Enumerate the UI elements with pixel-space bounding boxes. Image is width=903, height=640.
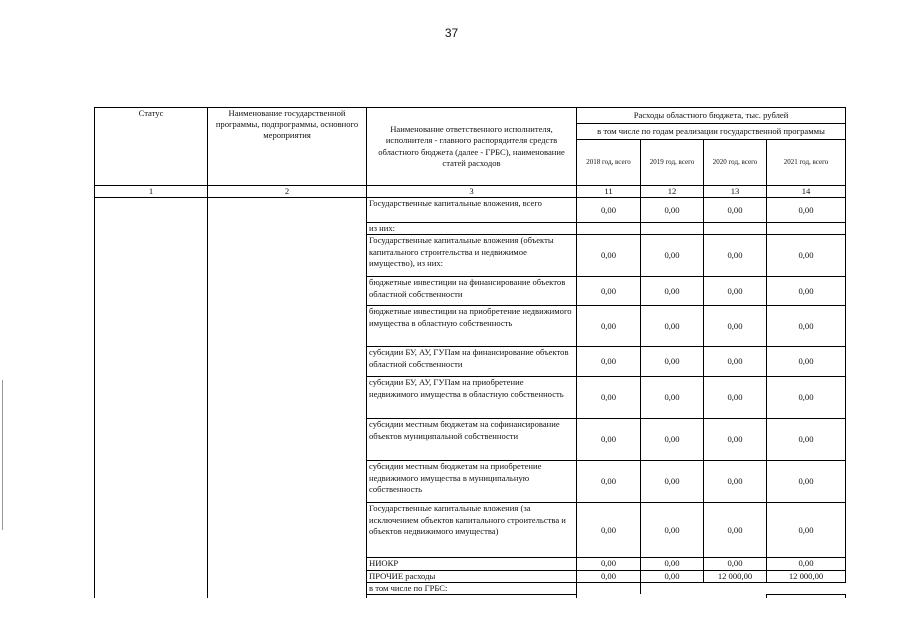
value-2019: [641, 223, 704, 235]
empty-cell: [577, 594, 641, 598]
value-2020: 0,00: [704, 558, 767, 570]
column-number: 13: [704, 186, 767, 198]
value-2019: 0,00: [641, 503, 704, 558]
value-2018: 0,00: [577, 347, 641, 377]
value-2018: 0,00: [577, 419, 641, 461]
row-name: субсидии БУ, АУ, ГУПам на приобретение недвижимого имущества в областную собственность: [367, 377, 577, 419]
table-row: [95, 198, 846, 223]
value-2020: [704, 223, 767, 235]
value-2020: 0,00: [704, 347, 767, 377]
value-2020: 0,00: [704, 503, 767, 558]
value-2021: 12 000,00: [767, 570, 846, 582]
value-2020: 12 000,00: [704, 570, 767, 582]
page-number: 37: [444, 26, 459, 40]
value-2018: 0,00: [577, 503, 641, 558]
header-executor: Наименование ответственного исполнителя, исполнителя - главного распорядителя средств областного бюджета (далее - ГРБС), наименование статей расходов: [367, 108, 577, 186]
value-2019: 0,00: [641, 419, 704, 461]
column-number: 2: [208, 186, 367, 198]
value-2019: 0,00: [641, 570, 704, 582]
column-number: 14: [767, 186, 846, 198]
value-2020: 0,00: [704, 419, 767, 461]
value-2018: 0,00: [577, 235, 641, 277]
header-status: Статус: [95, 108, 208, 186]
value-2020: 0,00: [704, 377, 767, 419]
value-2019: 0,00: [641, 558, 704, 570]
empty-cell: [641, 582, 704, 594]
value-2019: 0,00: [641, 198, 704, 223]
program-cell: [208, 198, 367, 599]
value-2018: 0,00: [577, 570, 641, 582]
value-2018: 0,00: [577, 198, 641, 223]
empty-cell: [704, 582, 767, 594]
value-2021: 0,00: [767, 419, 846, 461]
empty-cell: [767, 582, 846, 594]
row-name: ПРОЧИЕ расходы: [367, 570, 577, 582]
value-2018: [577, 582, 641, 594]
value-2020: 0,00: [704, 277, 767, 306]
header-year-2021: 2021 год, всего: [767, 140, 846, 186]
column-number: 11: [577, 186, 641, 198]
header-year-2020: 2020 год, всего: [704, 140, 767, 186]
header-year-2019: 2019 год, всего: [641, 140, 704, 186]
header-program: Наименование государственной программы, подпрограммы, основного мероприятия: [208, 108, 367, 186]
row-name: из них:: [367, 223, 577, 235]
value-2021: 0,00: [767, 306, 846, 347]
value-2018: 0,00: [577, 461, 641, 503]
column-number: 3: [367, 186, 577, 198]
value-2021: 0,00: [767, 198, 846, 223]
value-2021: 0,00: [767, 377, 846, 419]
row-name: Государственные капитальные вложения, всего: [367, 198, 577, 223]
value-2018: 0,00: [577, 558, 641, 570]
value-2019: 0,00: [641, 377, 704, 419]
row-name: Государственные капитальные вложения (за исключением объектов капитального строительства и объектов недвижимого имущества): [367, 503, 577, 558]
column-numbers-row: [95, 186, 846, 198]
value-2021: 0,00: [767, 277, 846, 306]
value-2020: 0,00: [704, 235, 767, 277]
value-2021: 0,00: [767, 461, 846, 503]
executor-cell: [367, 594, 577, 598]
scan-margin-line: [2, 380, 3, 530]
value-2021: 0,00: [767, 558, 846, 570]
value-2019: 0,00: [641, 306, 704, 347]
value-2021: 0,00: [767, 347, 846, 377]
value-2021: 0,00: [767, 503, 846, 558]
row-name: НИОКР: [367, 558, 577, 570]
value-2020: 0,00: [704, 198, 767, 223]
row-name: бюджетные инвестиции на финансирование объектов областной собственности: [367, 277, 577, 306]
value-2018: 0,00: [577, 377, 641, 419]
header-by-years: в том числе по годам реализации государственной программы: [577, 124, 846, 140]
value-2018: 0,00: [577, 306, 641, 347]
column-number: 12: [641, 186, 704, 198]
empty-cell: [641, 594, 704, 598]
value-2018: [577, 223, 641, 235]
value-2019: 0,00: [641, 461, 704, 503]
empty-cell: [704, 594, 767, 598]
value-2018: 0,00: [577, 277, 641, 306]
value-2019: 0,00: [641, 347, 704, 377]
budget-table: [94, 107, 846, 598]
header-year-2018: 2018 год, всего: [577, 140, 641, 186]
value-2019: 0,00: [641, 277, 704, 306]
row-name: субсидии местным бюджетам на софинансирование объектов муниципальной собственности: [367, 419, 577, 461]
value-2019: 0,00: [641, 235, 704, 277]
row-name: бюджетные инвестиции на приобретение недвижимого имущества в областную собственность: [367, 306, 577, 347]
empty-cell: [767, 594, 846, 598]
row-name: субсидии местным бюджетам на приобретение недвижимого имущества в муниципальную собственность: [367, 461, 577, 503]
row-name: Государственные капитальные вложения (объекты капитального строительства и недвижимое имущество), из них:: [367, 235, 577, 277]
value-2021: 0,00: [767, 235, 846, 277]
value-2021: [767, 223, 846, 235]
column-number: 1: [95, 186, 208, 198]
status-cell: [95, 198, 208, 599]
value-2020: 0,00: [704, 461, 767, 503]
value-2020: 0,00: [704, 306, 767, 347]
header-expenses: Расходы областного бюджета, тыс. рублей: [577, 108, 846, 124]
row-name: в том числе по ГРБС:: [367, 582, 577, 594]
row-name: субсидии БУ, АУ, ГУПам на финансирование объектов областной собственности: [367, 347, 577, 377]
